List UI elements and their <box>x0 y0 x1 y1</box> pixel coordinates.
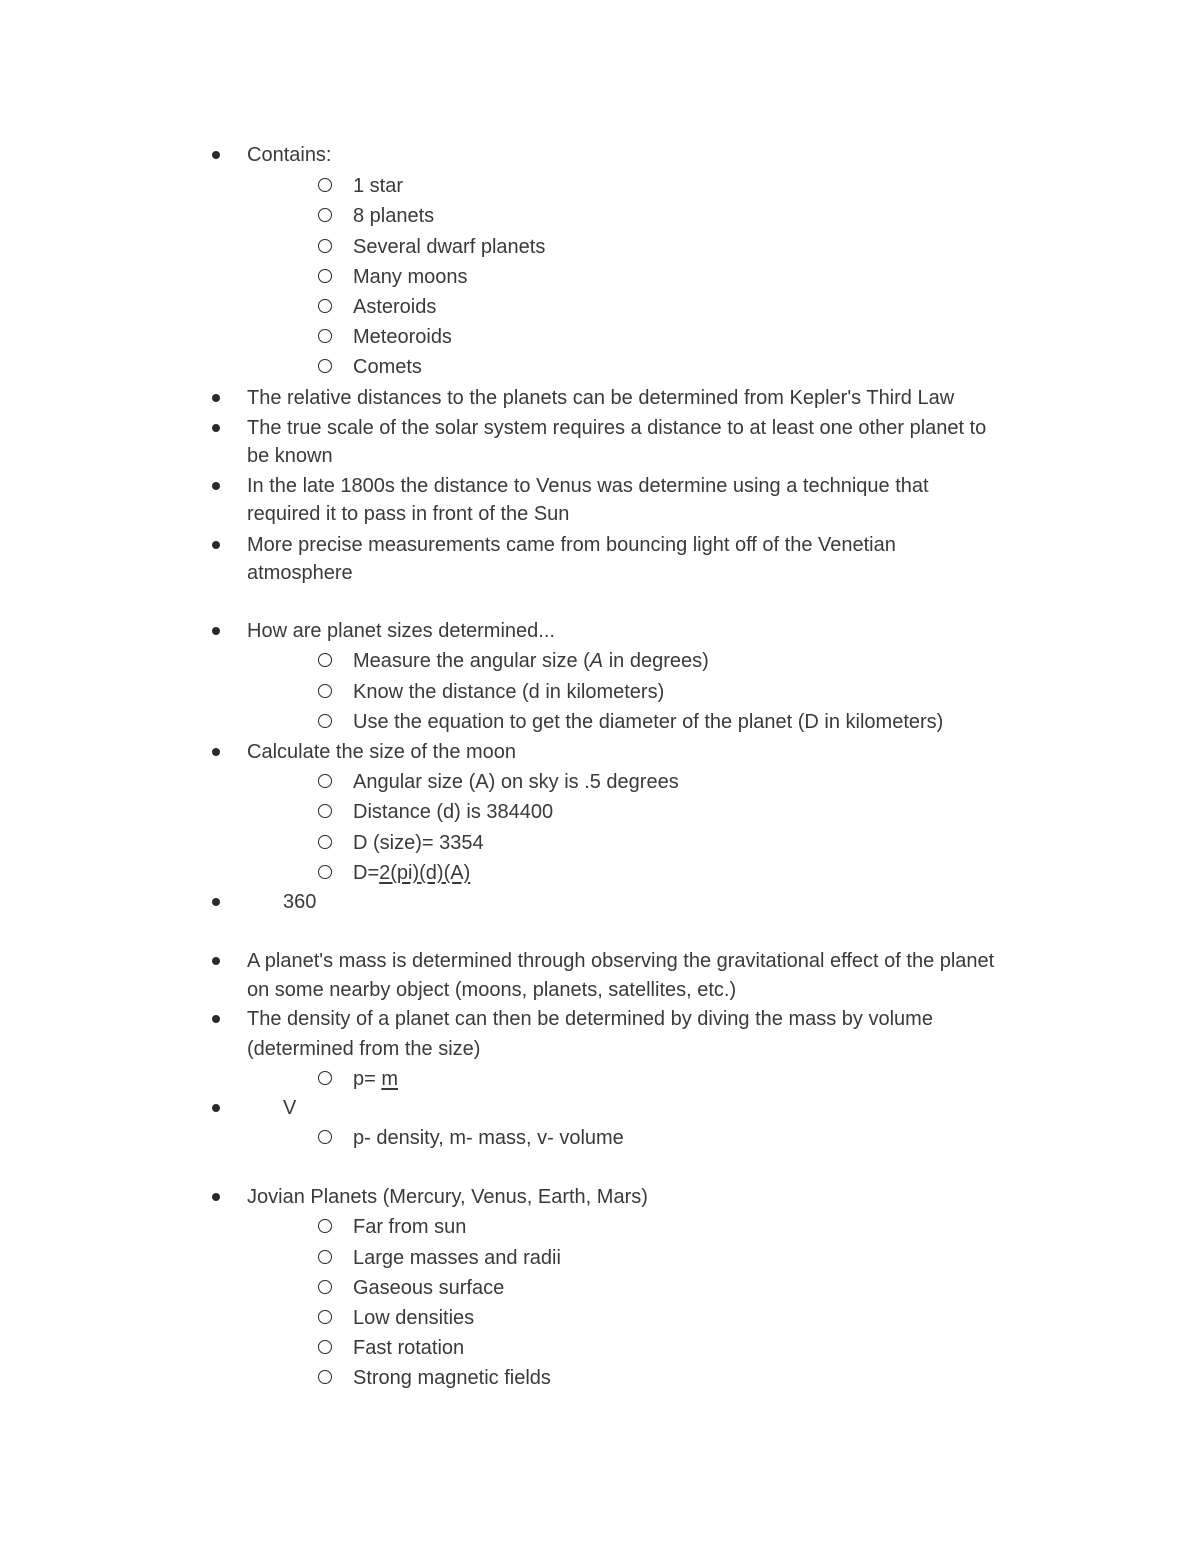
item-text: Asteroids <box>353 296 437 318</box>
item-text: More precise measurements came from bouncing light off of the Venetian <box>247 534 896 556</box>
item-text <box>353 646 709 676</box>
bullet-icon <box>212 541 220 549</box>
bullet-icon <box>212 424 220 432</box>
formula-denominator: 360 <box>283 891 317 913</box>
bullet-icon <box>212 1193 220 1201</box>
item-text: In the late 1800s the distance to Venus was determine using a technique that <box>247 475 929 497</box>
item-text: p- density, m- mass, v- volume <box>353 1127 624 1149</box>
item-text: Large masses and radii <box>353 1247 561 1269</box>
hollow-bullet-icon <box>318 804 332 818</box>
text-segment: D= <box>353 862 380 884</box>
hollow-bullet-icon <box>318 178 332 192</box>
item-text: D (size)= 3354 <box>353 832 484 854</box>
text-segment: in degrees) <box>603 650 709 672</box>
item-text: 1 star <box>353 175 404 197</box>
hollow-bullet-icon <box>318 239 332 253</box>
item-text: Calculate the size of the moon <box>247 741 517 763</box>
bullet-icon <box>212 748 220 756</box>
bullet-icon <box>212 394 220 402</box>
hollow-bullet-icon <box>318 1219 332 1233</box>
item-text: Angular size (A) on sky is .5 degrees <box>353 771 679 793</box>
item-text: The density of a planet can then be determined by diving the mass by volume <box>247 1008 933 1030</box>
text-segment: Measure the angular size ( <box>353 650 590 672</box>
item-text: Low densities <box>353 1307 475 1329</box>
hollow-bullet-icon <box>318 1340 332 1354</box>
item-text: A planet's mass is determined through observing the gravitational effect of the planet <box>247 950 995 972</box>
item-text: Fast rotation <box>353 1337 465 1359</box>
hollow-bullet-icon <box>318 1250 332 1264</box>
item-text: The relative distances to the planets can be determined from Kepler's Third Law <box>247 387 955 409</box>
item-text: Meteoroids <box>353 326 452 348</box>
item-text: Distance (d) is 384400 <box>353 801 554 823</box>
hollow-bullet-icon <box>318 1310 332 1324</box>
item-text: on some nearby object (moons, planets, satellites, etc.) <box>247 979 737 1001</box>
hollow-bullet-icon <box>318 865 332 879</box>
hollow-bullet-icon <box>318 774 332 788</box>
item-text: Comets <box>353 356 422 378</box>
text-segment: p= <box>353 1068 382 1090</box>
item-text: Far from sun <box>353 1216 467 1238</box>
hollow-bullet-icon <box>318 359 332 373</box>
hollow-bullet-icon <box>318 208 332 222</box>
item-text: 8 planets <box>353 205 435 227</box>
item-text: Know the distance (d in kilometers) <box>353 681 665 703</box>
hollow-bullet-icon <box>318 684 332 698</box>
italic-symbol: A <box>589 650 604 672</box>
bullet-icon <box>212 1104 220 1112</box>
item-text: atmosphere <box>247 562 353 584</box>
item-text: Several dwarf planets <box>353 236 546 258</box>
item-text: Gaseous surface <box>353 1277 505 1299</box>
item-text: Strong magnetic fields <box>353 1367 551 1389</box>
item-text: (determined from the size) <box>247 1038 481 1060</box>
item-text: Contains: <box>247 144 332 166</box>
bullet-icon <box>212 627 220 635</box>
hollow-bullet-icon <box>318 653 332 667</box>
hollow-bullet-icon <box>318 1071 332 1085</box>
bullet-icon <box>212 1015 220 1023</box>
formula-numerator: m <box>381 1068 399 1090</box>
hollow-bullet-icon <box>318 714 332 728</box>
bullet-icon <box>212 898 220 906</box>
hollow-bullet-icon <box>318 1280 332 1294</box>
item-text: Jovian Planets (Mercury, Venus, Earth, Mars) <box>247 1186 648 1208</box>
bullet-icon <box>212 957 220 965</box>
item-text: The true scale of the solar system requires a distance to at least one other planet to <box>247 417 987 439</box>
hollow-bullet-icon <box>318 1130 332 1144</box>
item-text: Many moons <box>353 266 468 288</box>
hollow-bullet-icon <box>318 299 332 313</box>
item-text: required it to pass in front of the Sun <box>247 503 570 525</box>
hollow-bullet-icon <box>318 835 332 849</box>
hollow-bullet-icon <box>318 1370 332 1384</box>
bullet-icon <box>212 151 220 159</box>
item-text: be known <box>247 445 333 467</box>
item-text: How are planet sizes determined... <box>247 620 555 642</box>
item-text: Use the equation to get the diameter of the planet (D in kilometers) <box>353 711 944 733</box>
item-text <box>353 1064 398 1094</box>
hollow-bullet-icon <box>318 269 332 283</box>
formula-denominator: V <box>283 1097 297 1119</box>
hollow-bullet-icon <box>318 329 332 343</box>
item-text <box>353 858 470 888</box>
bullet-icon <box>212 482 220 490</box>
formula-numerator: 2(pi)(d)(A) <box>379 862 471 884</box>
